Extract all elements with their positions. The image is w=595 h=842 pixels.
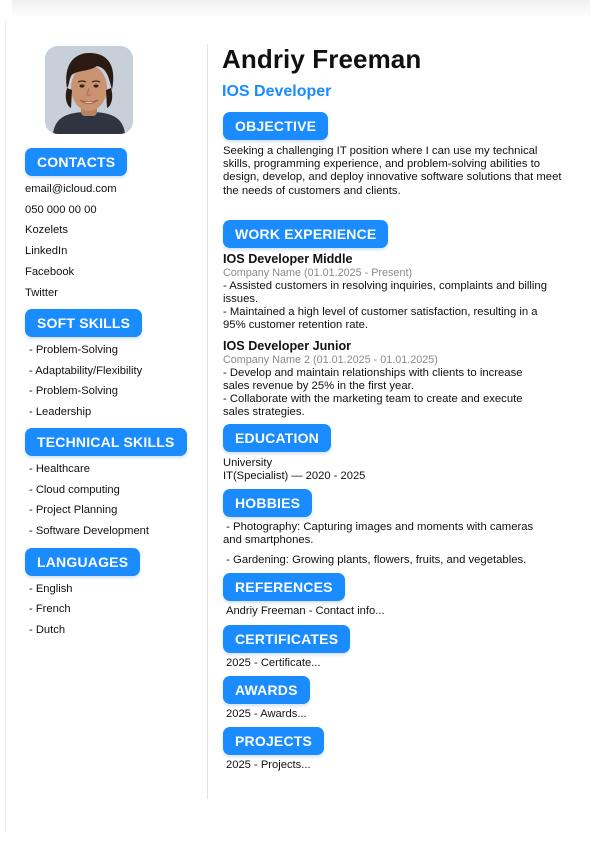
person-name: Andriy Freeman xyxy=(222,44,422,74)
awards-heading: AWARDS xyxy=(223,676,310,704)
column-divider xyxy=(207,44,208,799)
main-content xyxy=(222,0,582,842)
work-experience-heading: WORK EXPERIENCE xyxy=(223,220,388,248)
contact-linkedin[interactable]: LinkedIn xyxy=(25,245,68,257)
soft-skill-item: - Problem-Solving xyxy=(29,385,118,397)
job-bullet: - Collaborate with the marketing team to create and execute sales strategies. xyxy=(223,393,523,419)
job-bullet: - Assisted customers in resolving inquiries, complaints and billing issues. xyxy=(223,280,547,306)
language-item: - Dutch xyxy=(29,624,66,636)
education-school: University xyxy=(223,457,273,469)
portrait-photo xyxy=(45,46,133,134)
soft-skill-item: - Adaptability/Flexibility xyxy=(29,365,143,377)
technical-skill-item: - Software Development xyxy=(29,525,150,537)
job-company: Company Name 2 (01.01.2025 - 01.01.2025) xyxy=(223,354,438,366)
sidebar xyxy=(0,0,207,842)
job-company: Company Name (01.01.2025 - Present) xyxy=(223,267,413,279)
languages-heading: LANGUAGES xyxy=(25,548,140,576)
technical-skill-item: - Project Planning xyxy=(29,504,118,516)
avatar xyxy=(45,46,133,134)
contacts-heading: CONTACTS xyxy=(25,148,127,176)
job-title: IOS Developer Middle xyxy=(223,252,353,266)
hobbies-heading: HOBBIES xyxy=(223,489,312,517)
technical-skills-heading: TECHNICAL SKILLS xyxy=(25,428,187,456)
language-item: - French xyxy=(29,603,71,615)
objective-heading: OBJECTIVE xyxy=(223,112,328,140)
hobby-item: - Gardening: Growing plants, flowers, fruits, and vegetables. xyxy=(223,554,527,566)
contact-twitter[interactable]: Twitter xyxy=(25,287,58,299)
technical-skill-item: - Healthcare xyxy=(29,463,90,475)
job-bullet: - Maintained a high level of customer satisfaction, resulting in a 95% customer retention rate. xyxy=(223,306,538,332)
certificates-heading: CERTIFICATES xyxy=(223,625,350,653)
references-heading: REFERENCES xyxy=(223,573,345,601)
projects-heading: PROJECTS xyxy=(223,727,324,755)
job-title: IOS Developer Junior xyxy=(223,339,352,353)
contact-location: Kozelets xyxy=(25,224,68,236)
projects-text: 2025 - Projects... xyxy=(226,759,311,771)
objective-text: Seeking a challenging IT position where I can use my technical skills, programming experience, and problem-solving abilities to design, develop, and deploy innovative software solutions that meet the needs of customers and clients. xyxy=(223,145,562,197)
hobby-item: - Photography: Capturing images and moments with cameras and smartphones. xyxy=(223,521,537,547)
soft-skill-item: - Leadership xyxy=(29,406,92,418)
soft-skills-heading: SOFT SKILLS xyxy=(25,309,142,337)
contact-phone[interactable]: 050 000 00 00 xyxy=(25,204,97,216)
job-role: IOS Developer xyxy=(222,83,332,100)
job-bullet: - Develop and maintain relationships with clients to increase sales revenue by 25% in the first year. xyxy=(223,367,523,393)
certificates-text: 2025 - Certificate... xyxy=(226,657,321,669)
awards-text: 2025 - Awards... xyxy=(226,708,307,720)
contact-email[interactable]: email@icloud.com xyxy=(25,183,117,195)
technical-skill-item: - Cloud computing xyxy=(29,484,120,496)
education-degree: IT(Specialist) — 2020 - 2025 xyxy=(223,470,366,482)
education-heading: EDUCATION xyxy=(223,424,331,452)
contact-facebook[interactable]: Facebook xyxy=(25,266,75,278)
language-item: - English xyxy=(29,583,73,595)
soft-skill-item: - Problem-Solving xyxy=(29,344,118,356)
references-text: Andriy Freeman - Contact info... xyxy=(226,605,385,617)
